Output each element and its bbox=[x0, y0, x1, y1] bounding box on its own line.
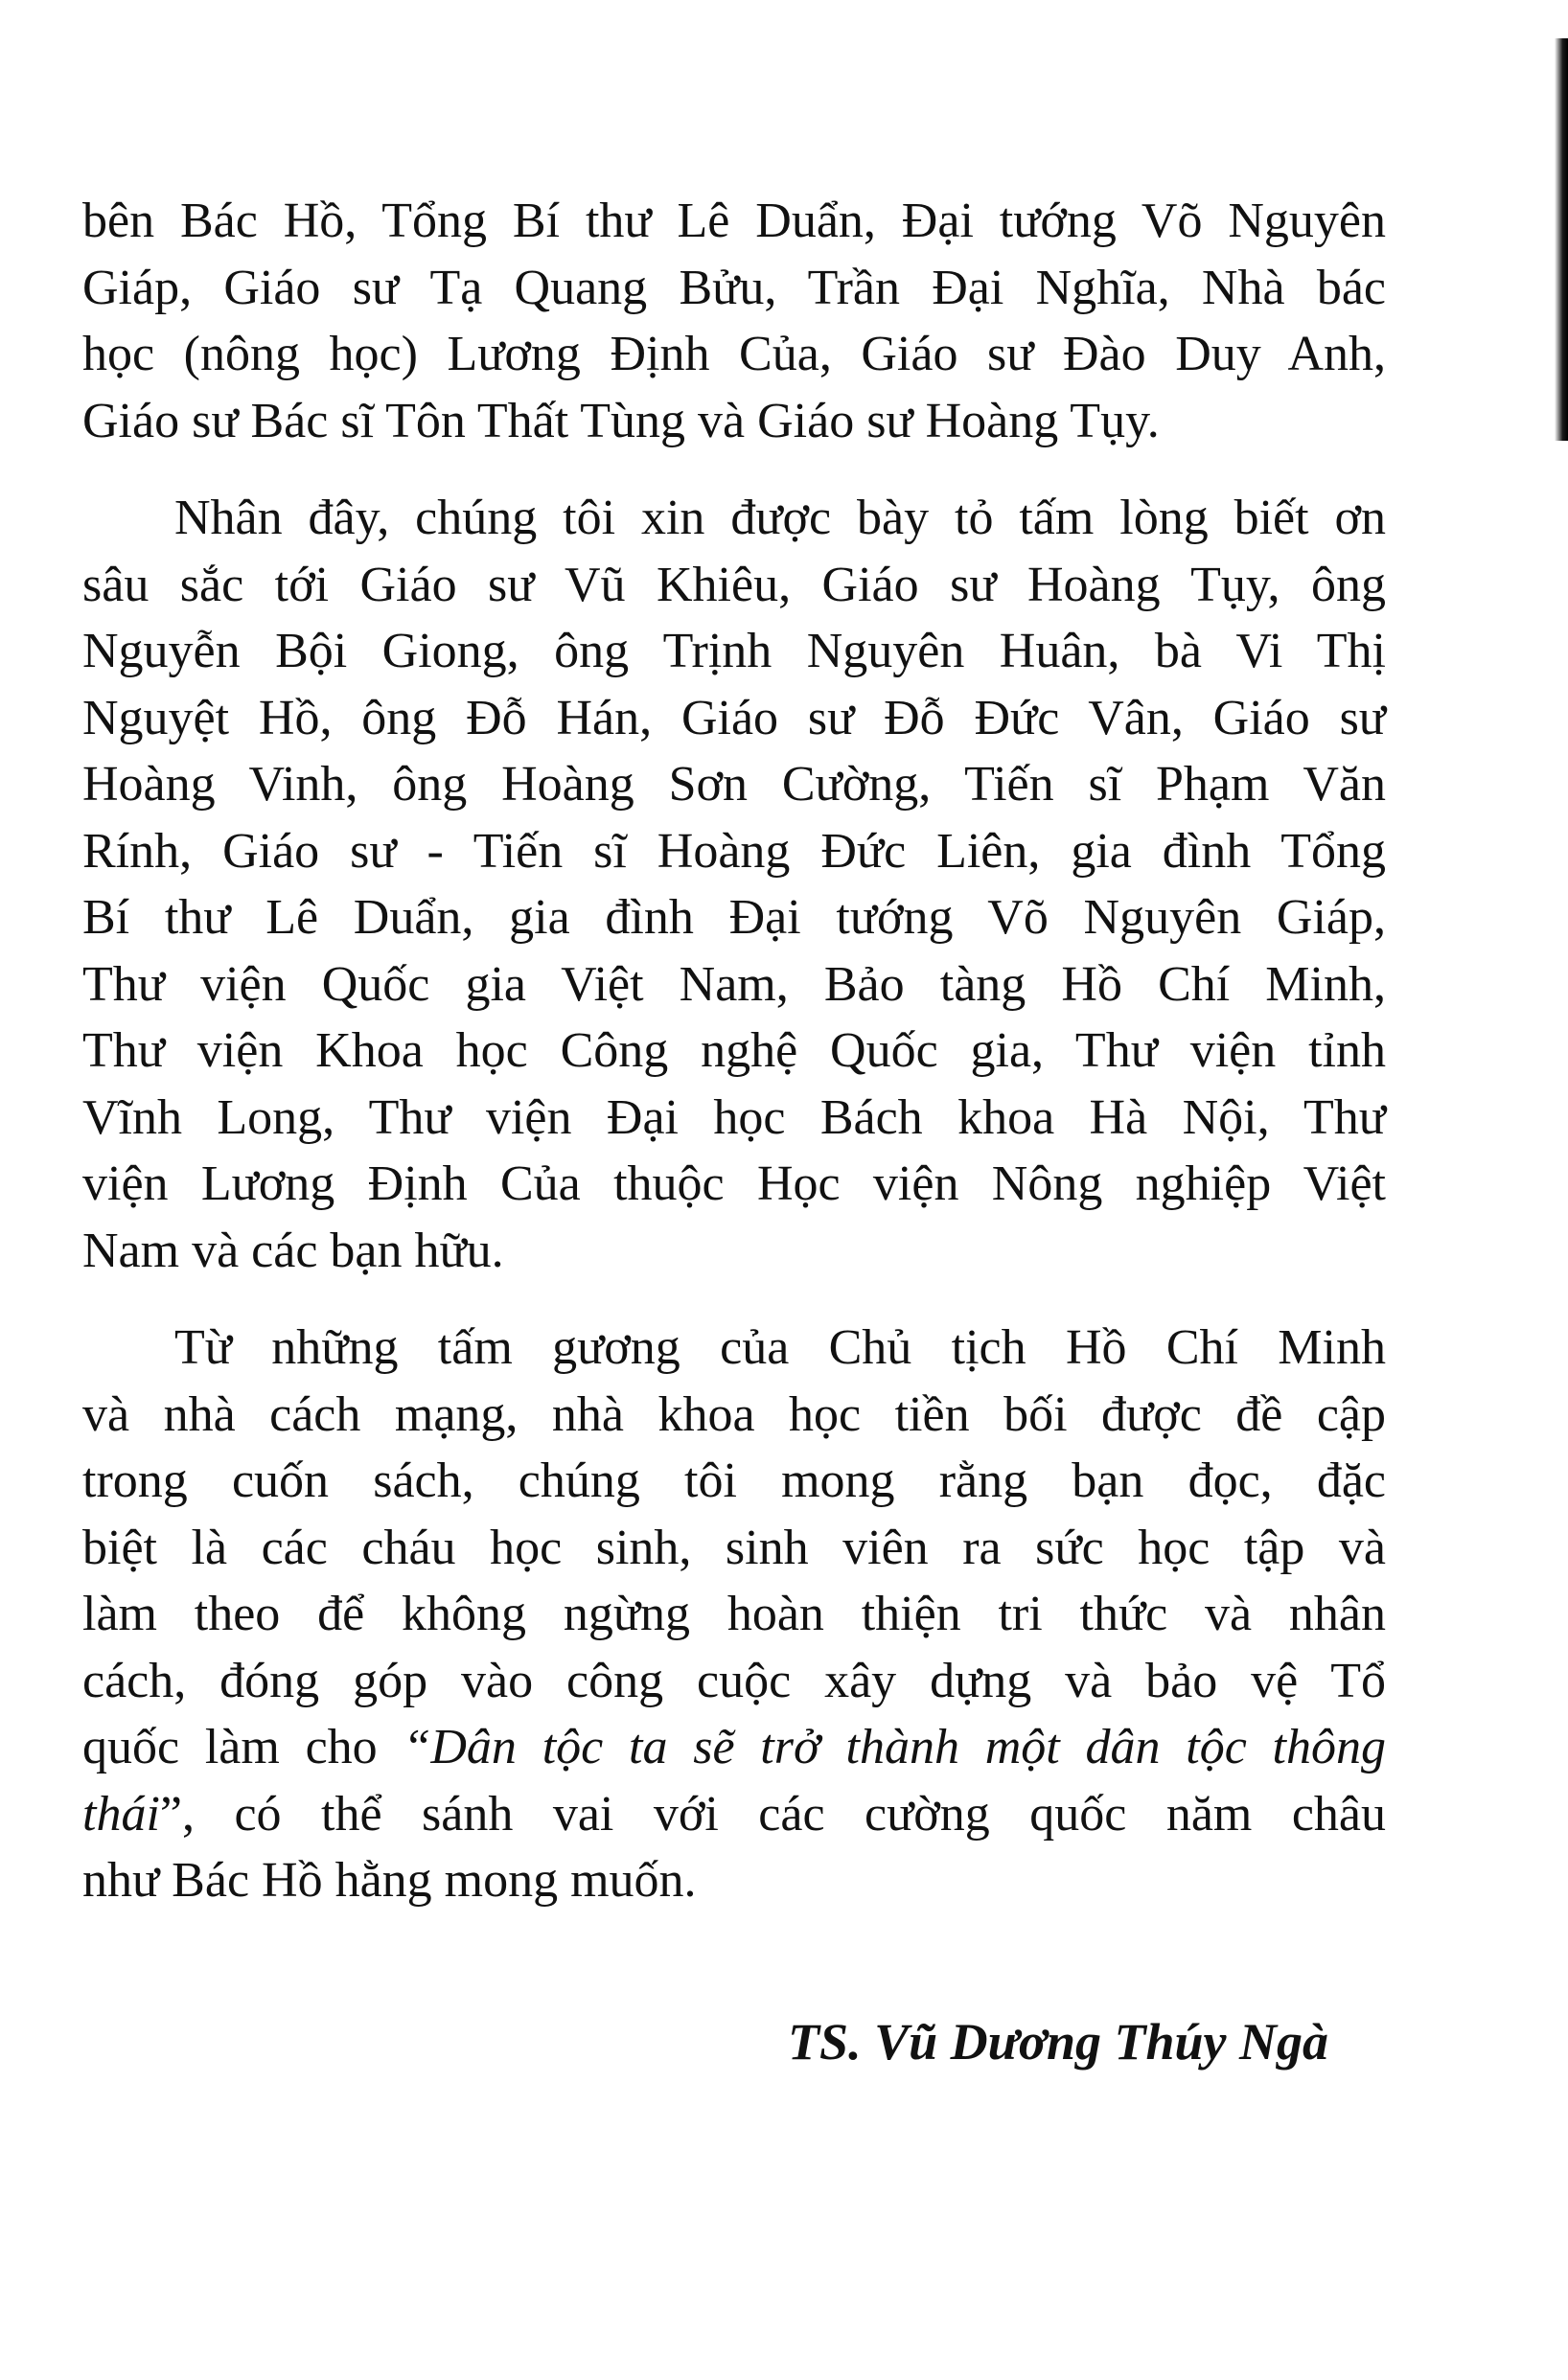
text-line: Thư viện Quốc gia Việt Nam, Bảo tàng Hồ Chí Minh, bbox=[82, 956, 1386, 1012]
text-line: Thư viện Khoa học Công nghệ Quốc gia, Thư viện tỉnh bbox=[82, 1023, 1386, 1078]
text-line: cách, đóng góp vào công cuộc xây dựng và bảo vệ Tổ bbox=[82, 1653, 1386, 1708]
body-text bbox=[82, 188, 1386, 1914]
paragraph-spacer bbox=[82, 1284, 1386, 1315]
text-line: biệt là các cháu học sinh, sinh viên ra sức học tập và bbox=[82, 1520, 1386, 1575]
text-line: trong cuốn sách, chúng tôi mong rằng bạn đọc, đặc bbox=[82, 1453, 1386, 1508]
text-line: Bí thư Lê Duẩn, gia đình Đại tướng Võ Nguyên Giáp, bbox=[82, 890, 1386, 945]
text-line: Từ những tấm gương của Chủ tịch Hồ Chí Minh bbox=[174, 1320, 1386, 1375]
text-line: Nguyễn Bội Giong, ông Trịnh Nguyên Huân, bà Vi Thị bbox=[82, 624, 1386, 678]
quote-italic: “Dân tộc ta sẽ trở thành một dân tộc thông bbox=[403, 1720, 1386, 1774]
text-line: học (nông học) Lương Định Của, Giáo sư Đào Duy Anh, bbox=[82, 327, 1386, 381]
quote-lead-in: quốc làm cho bbox=[82, 1720, 404, 1774]
text-line: Rính, Giáo sư - Tiến sĩ Hoàng Đức Liên, gia đình Tổng bbox=[82, 823, 1386, 879]
text-line: làm theo để không ngừng hoàn thiện tri thức và nhân bbox=[82, 1587, 1386, 1641]
text-line: Nguyệt Hồ, ông Đỗ Hán, Giáo sư Đỗ Đức Vân, Giáo sư bbox=[82, 690, 1386, 745]
quote-italic: thái bbox=[82, 1786, 160, 1842]
text-line: viện Lương Định Của thuộc Học viện Nông nghiệp Việt bbox=[82, 1156, 1386, 1211]
text-line: và nhà cách mạng, nhà khoa học tiền bối được đề cập bbox=[82, 1386, 1386, 1442]
author-signature: TS. Vũ Dương Thúy Ngà bbox=[788, 2013, 1328, 2071]
text-line: như Bác Hồ hằng mong muốn. bbox=[82, 1853, 697, 1908]
paragraph-3 bbox=[82, 1315, 1386, 1914]
paragraph-2 bbox=[82, 485, 1386, 1284]
quote-line bbox=[82, 1714, 1386, 1781]
text-line: Giáp, Giáo sư Tạ Quang Bửu, Trần Đại Nghĩa, Nhà bác bbox=[82, 260, 1386, 315]
paragraph-spacer bbox=[82, 454, 1386, 485]
text-line: Giáo sư Bác sĩ Tôn Thất Tùng và Giáo sư Hoàng Tụy. bbox=[82, 393, 1160, 448]
text-line: Nam và các bạn hữu. bbox=[82, 1223, 504, 1278]
quote-tail: ”, có thể sánh vai với các cường quốc năm châu bbox=[159, 1786, 1386, 1842]
text-line: Hoàng Vinh, ông Hoàng Sơn Cường, Tiến sĩ Phạm Văn bbox=[82, 757, 1386, 812]
text-line: Vĩnh Long, Thư viện Đại học Bách khoa Hà Nội, Thư bbox=[82, 1089, 1386, 1145]
text-line: Nhân đây, chúng tôi xin được bày tỏ tấm lòng biết ơn bbox=[174, 491, 1386, 545]
page-edge-shadow bbox=[1555, 38, 1568, 441]
paragraph-1 bbox=[82, 188, 1386, 454]
text-line: bên Bác Hồ, Tổng Bí thư Lê Duẩn, Đại tướng Võ Nguyên bbox=[82, 194, 1386, 248]
quote-line bbox=[82, 1781, 1386, 1848]
text-line: sâu sắc tới Giáo sư Vũ Khiêu, Giáo sư Hoàng Tụy, ông bbox=[82, 557, 1386, 612]
